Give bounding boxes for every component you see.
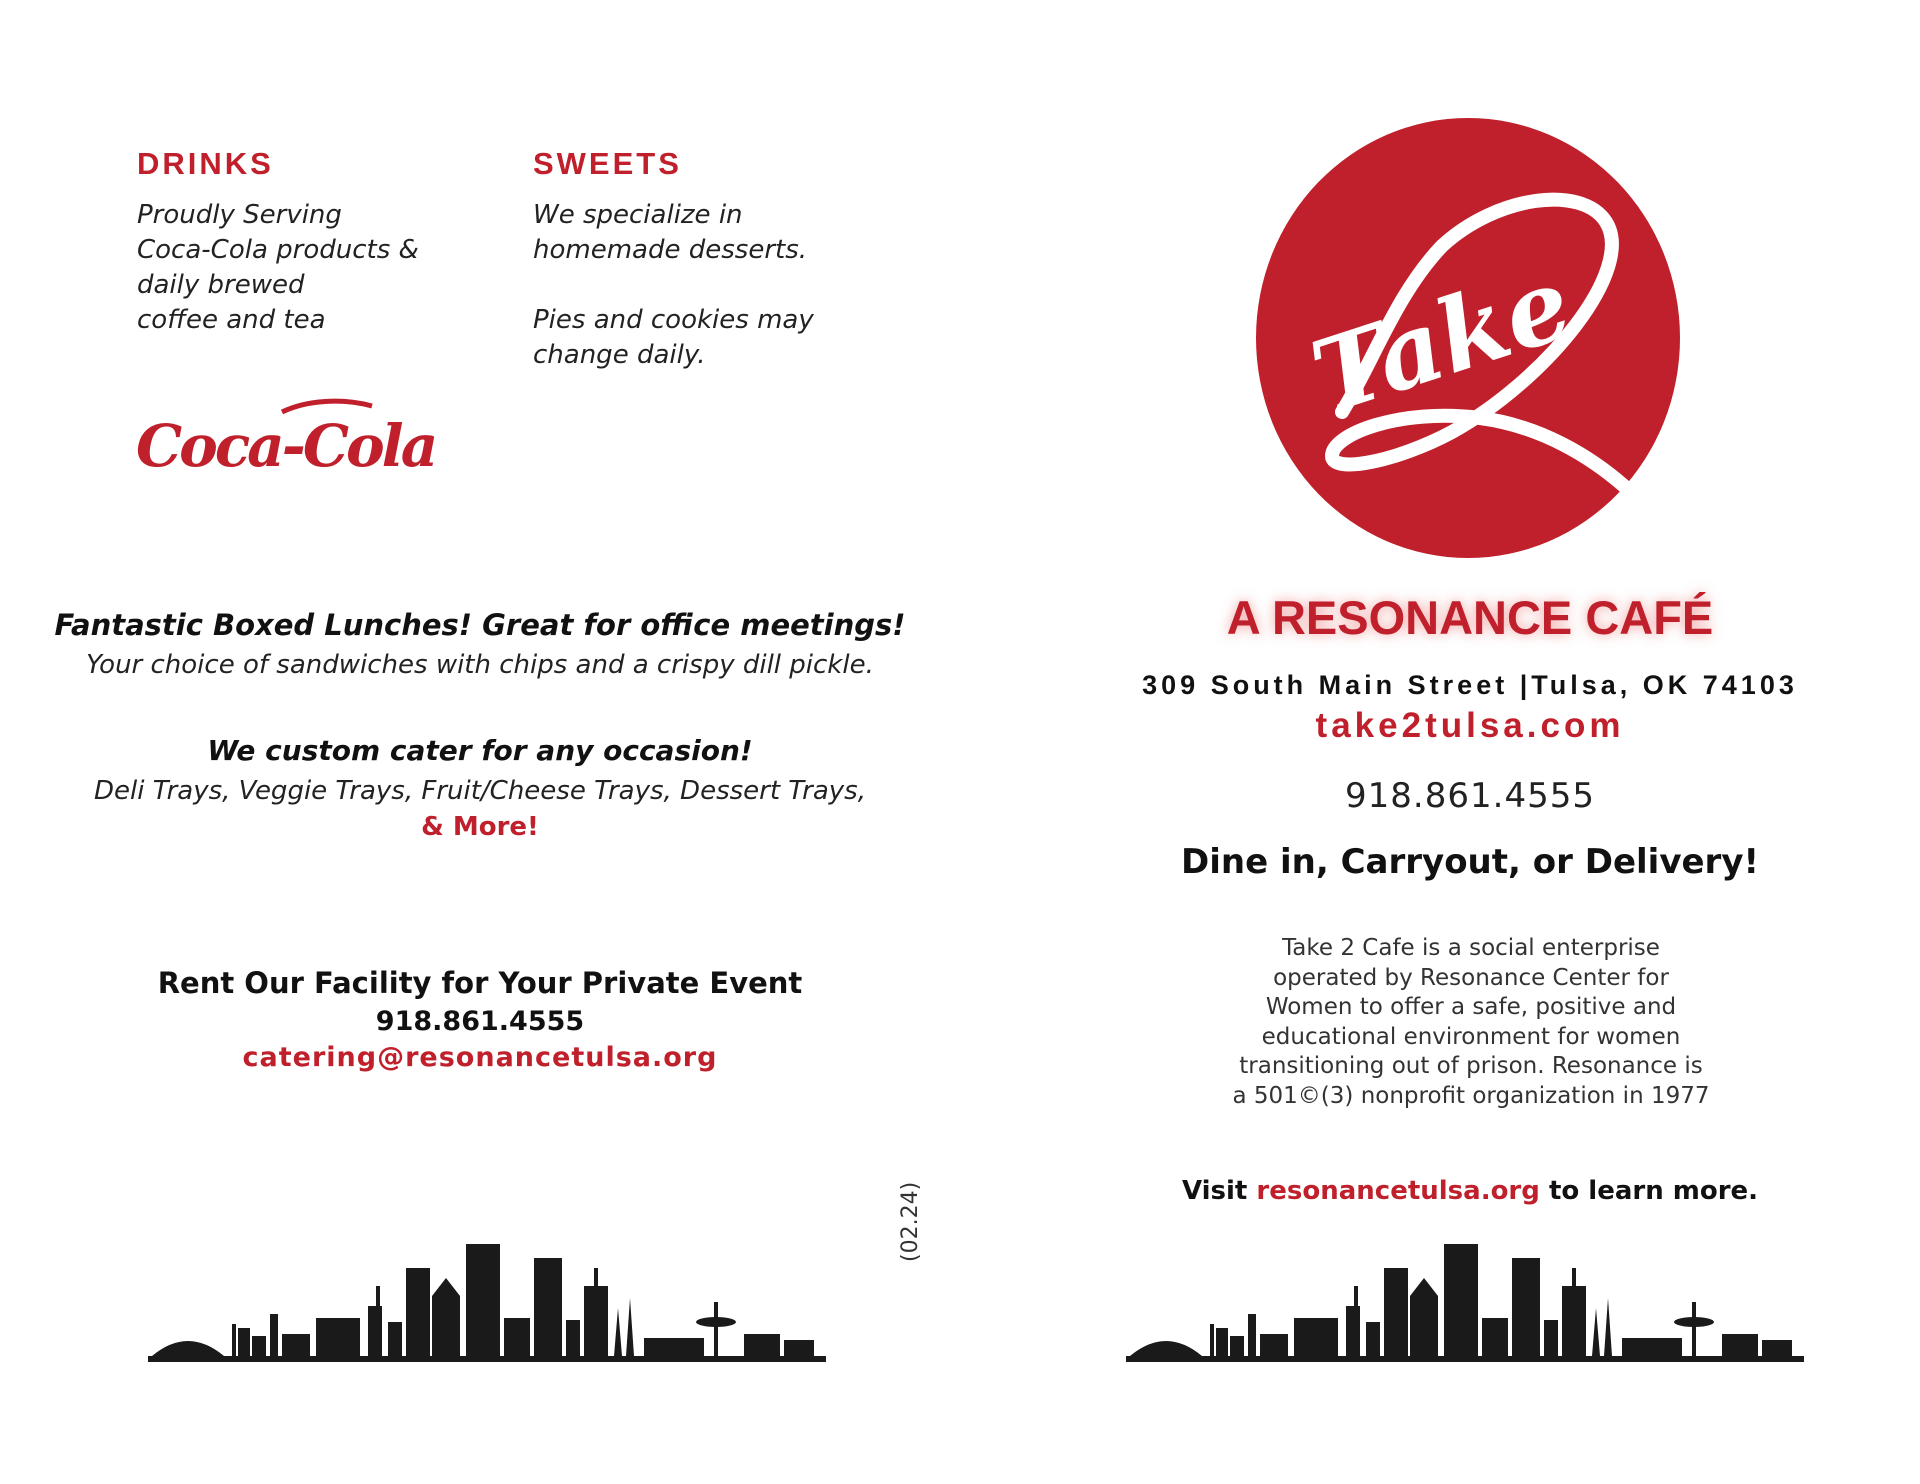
rent-headline: Rent Our Facility for Your Private Event <box>157 966 803 1000</box>
sweets-description <box>533 198 814 373</box>
service-options: Dine in, Carryout, or Delivery! <box>1181 842 1759 882</box>
tulsa-skyline-right <box>1126 1238 1804 1366</box>
svg-text:Coca-Cola: Coca-Cola <box>136 412 436 480</box>
about-line: Take 2 Cafe is a social enterprise <box>1282 935 1660 961</box>
catering-headline: We custom cater for any occasion! <box>207 734 753 767</box>
drinks-title: DRINKS <box>137 146 274 181</box>
boxed-lunch-headline: Fantastic Boxed Lunches! Great for office meetings! <box>54 608 906 642</box>
about-line: operated by Resonance Center for <box>1273 964 1669 991</box>
catering-email-link[interactable]: catering@resonancetulsa.org <box>242 1042 718 1073</box>
version-code: (02.24) <box>898 1181 923 1262</box>
logo-take-text: Take <box>1298 243 1585 437</box>
sweets-spacer <box>533 268 814 303</box>
visit-prefix: Visit <box>1181 1176 1248 1206</box>
coca-cola-logo <box>132 392 436 492</box>
rent-phone[interactable]: 918.861.4555 <box>375 1006 585 1037</box>
website-link[interactable]: take2tulsa.com <box>1315 706 1625 745</box>
visit-suffix: to learn more. <box>1548 1176 1759 1206</box>
skyline-art-right <box>1126 1238 1804 1366</box>
sweets-line: change daily. <box>533 340 706 370</box>
boxed-lunch-subtext: Your choice of sandwiches with chips and a crispy dill pickle. <box>86 650 874 680</box>
sweets-line: We specialize in <box>533 200 743 230</box>
phone-number[interactable]: 918.861.4555 <box>1345 776 1595 816</box>
sweets-line: homemade desserts. <box>533 235 808 265</box>
about-text <box>1216 934 1726 1111</box>
skyline-art-left <box>148 1238 826 1366</box>
drinks-line: daily brewed <box>137 270 305 300</box>
tulsa-skyline-left <box>148 1238 826 1366</box>
about-line: a 501©(3) nonprofit organization in 1977 <box>1232 1082 1710 1109</box>
catering-items: Deli Trays, Veggie Trays, Fruit/Cheese Trays, Dessert Trays, <box>94 776 866 806</box>
about-line: educational environment for women <box>1261 1023 1681 1050</box>
take2-logo-art <box>1246 112 1686 562</box>
take2-logo <box>1246 112 1686 562</box>
visit-line <box>1150 1176 1790 1206</box>
catering-more: & More! <box>421 812 539 842</box>
sweets-line: Pies and cookies may <box>533 305 814 335</box>
sweets-title: SWEETS <box>533 146 682 181</box>
drinks-line: Proudly Serving <box>137 200 342 230</box>
drinks-description <box>137 198 419 338</box>
about-line: transitioning out of prison. Resonance is <box>1239 1053 1703 1079</box>
about-line: Women to offer a safe, positive and <box>1265 994 1677 1020</box>
tagline: A RESONANCE CAFÉ <box>1226 591 1714 644</box>
drinks-line: coffee and tea <box>137 305 326 335</box>
resonance-link[interactable]: resonancetulsa.org <box>1256 1176 1540 1206</box>
coca-cola-logo-art <box>132 392 436 492</box>
drinks-line: Coca-Cola products & <box>137 235 419 265</box>
address: 309 South Main Street |Tulsa, OK 74103 <box>1142 670 1798 700</box>
